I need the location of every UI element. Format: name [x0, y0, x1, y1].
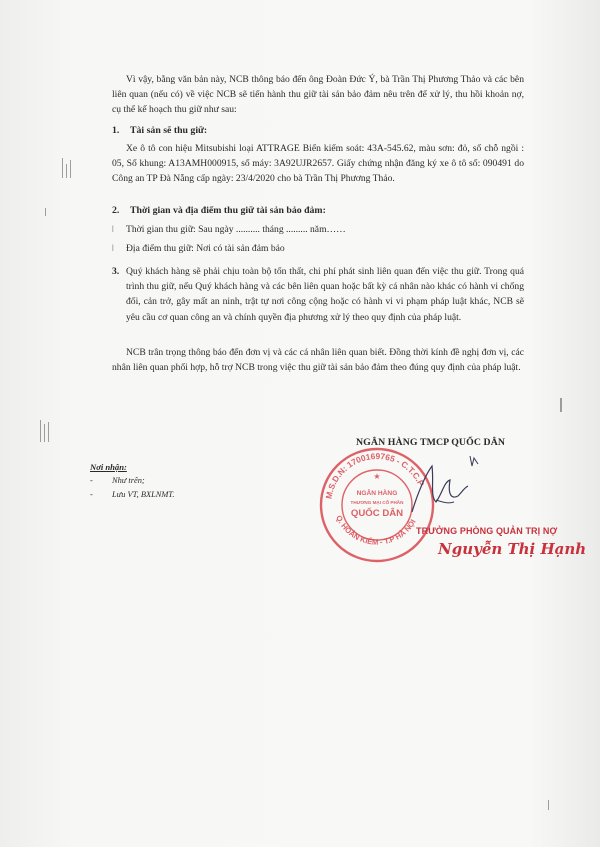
recipient-item	[90, 490, 174, 499]
section-3-number: 3.	[112, 266, 120, 277]
seal-line-2: THƯƠNG MẠI CỔ PHẦN	[350, 500, 404, 505]
scan-artifact	[62, 158, 63, 178]
section-3-body: Quý khách hàng sẽ phải chịu toàn bộ tổn thất, chi phí phát sinh liên quan đến việc thu giữ. Trong quá trình thu giữ, nếu Quý khách hàng và các bên liên quan hoặc bất kỳ cá nhân nào khác có hành vi chống đối, cản trở, gây mất an ninh, trật tự nơi công cộng hoặc có hành vi vi phạm pháp luật khác, NCB sẽ yêu cầu cơ quan công an và chính quyền địa phương xử lý theo quy định của pháp luật.	[126, 266, 524, 323]
scan-artifact	[48, 422, 49, 442]
seal-line-3: QUỐC DÂN	[350, 508, 404, 519]
seal-star-icon: ★	[373, 472, 381, 481]
scan-artifact	[45, 208, 46, 216]
intro-paragraph: Vì vậy, bằng văn bản này, NCB thông báo đến ông Đoàn Đức Ý, bà Trần Thị Phương Thảo và các bên liên quan (nếu có) về việc NCB sẽ tiến hành thu giữ tài sản bảo đảm nêu trên để xử lý, thu hồi khoản nợ, cụ thể kế hoạch thu giữ như sau:	[112, 74, 524, 116]
scan-artifact	[40, 420, 41, 442]
scan-artifact	[548, 800, 549, 810]
section-2-title	[112, 205, 326, 216]
scan-artifact	[66, 164, 67, 178]
scan-artifact	[560, 398, 562, 412]
closing-paragraph: NCB trân trọng thông báo đến đơn vị và các cá nhân liên quan biết. Đồng thời kính đề nghị đơn vị, các nhân liên quan phối hợp, hỗ trợ NCB trong việc thu giữ tài sản bảo đảm theo đúng quy định của pháp luật.	[112, 347, 524, 374]
recipient-text: Như trên;	[112, 476, 145, 485]
recipient-dash: -	[90, 476, 93, 485]
seal-line-1: NGÂN HÀNG	[356, 490, 398, 497]
collection-place: Địa điểm thu giữ: Nơi có tài sản đảm bảo	[126, 243, 285, 254]
recipient-dash: -	[90, 490, 93, 499]
bullet-mark: ǀ	[112, 224, 114, 234]
handwritten-signature	[408, 452, 488, 522]
scan-artifact	[70, 160, 71, 178]
section-1-title	[112, 125, 207, 136]
section-1-number: 1.	[112, 125, 120, 136]
bank-name: NGÂN HÀNG TMCP QUỐC DÂN	[356, 437, 506, 448]
scan-artifact	[44, 424, 45, 442]
seal-ring-text: M.S.D.N: 1700169765 - C.T.C.P	[323, 450, 427, 500]
section-2-number: 2.	[112, 205, 120, 216]
signer-name: Nguyễn Thị Hạnh	[438, 540, 587, 558]
bullet-mark: ǀ	[112, 243, 114, 253]
recipients-title: Nơi nhận:	[90, 462, 127, 472]
signer-role: TRƯỞNG PHÒNG QUẢN TRỊ NỢ	[416, 526, 558, 536]
section-1-heading: Tài sản sẽ thu giữ:	[130, 125, 208, 136]
section-1-body: Xe ô tô con hiệu Mitsubishi loại ATTRAGE Biển kiểm soát: 43A-545.62, màu sơn: đỏ, số chỗ ngồi : 05, Số khung: A13AMH000915, số máy: 3A92UJR2657. Giấy chứng nhận đăng ký xe ô tô số: 090491 do Công an TP Đà Nẵng cấp ngày: 23/4/2020 cho bà Trần Thị Phương Thảo.	[112, 143, 524, 185]
collection-time: Thời gian thu giữ: Sau ngày .......... tháng ......... năm……	[126, 224, 346, 235]
section-2-heading: Thời gian và địa điểm thu giữ tài sản bảo đảm:	[130, 205, 326, 216]
recipient-text: Lưu VT, BXLNMT.	[112, 490, 175, 499]
section-3	[112, 264, 524, 325]
recipient-item	[90, 476, 145, 485]
seal-bottom-text: Q. HOÀN KIẾM - T.P HÀ NỘI	[334, 513, 418, 547]
